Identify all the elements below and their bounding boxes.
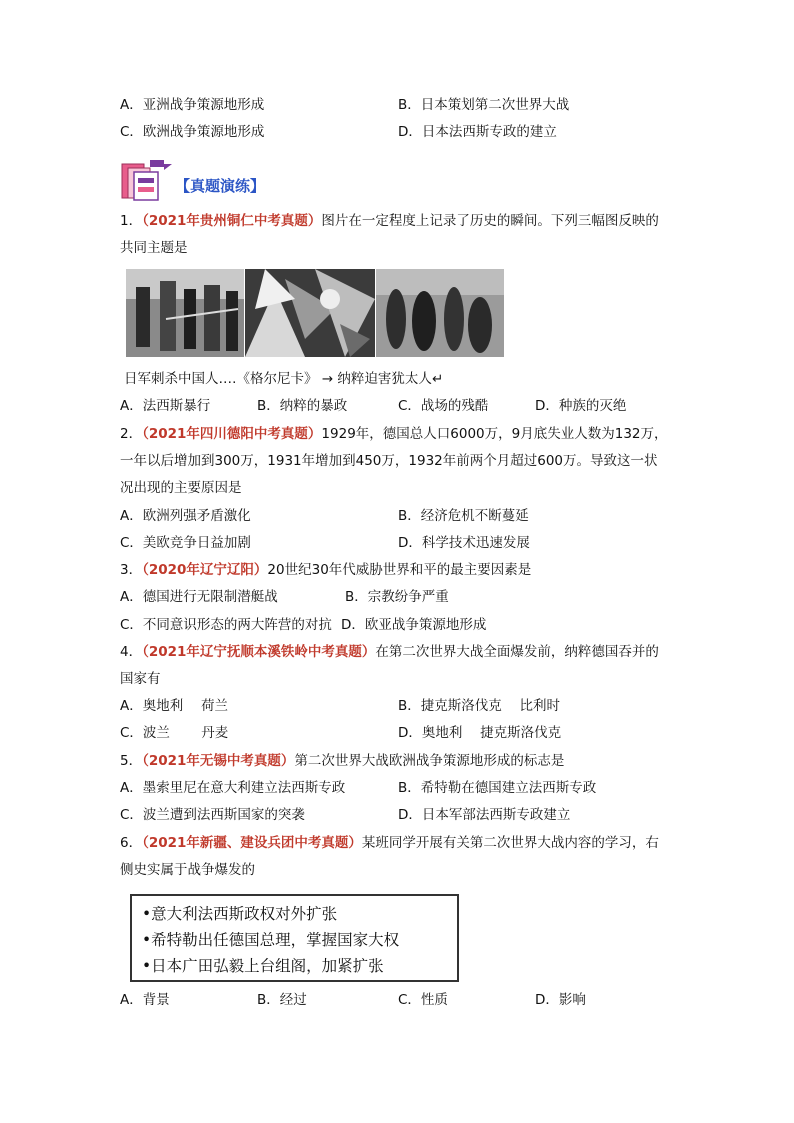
q1-photo-strip xyxy=(126,269,506,357)
q3-option-c: C．不同意识形态的两大阵营的对抗 xyxy=(120,617,332,633)
q1-stem: 1．（2021年贵州铜仁中考真题）图片在一定程度上记录了历史的瞬间。下列三幅图反映的 xyxy=(120,213,659,229)
q6-stem-cont: 侧史实属于战争爆发的 xyxy=(120,862,255,878)
q1-option-a: A．法西斯暴行 xyxy=(120,398,211,414)
option-a: A．亚洲战争策源地形成 xyxy=(120,97,265,113)
q6-fact-2: •希特勒出任德国总理，掌握国家大权 xyxy=(142,931,400,949)
q6-option-d: D．影响 xyxy=(535,992,586,1008)
photo-bayonet xyxy=(126,269,244,357)
q3-source: （2020年辽宁辽阳） xyxy=(142,562,268,578)
q4-stem-cont: 国家有 xyxy=(120,671,161,687)
q6-option-b: B．经过 xyxy=(257,992,307,1008)
q2-stem: 2．（2021年四川德阳中考真题）1929年，德国总人口6000万，9月底失业人数为132万， xyxy=(120,426,668,442)
section-title: 【真题演练】 xyxy=(175,177,266,195)
q4-stem: 4．（2021年辽宁抚顺本溪铁岭中考真题）在第二次世界大战全面爆发前，纳粹德国吞并的 xyxy=(120,644,659,660)
q1-option-c: C．战场的残酷 xyxy=(398,398,489,414)
option-d: D．日本法西斯专政的建立 xyxy=(398,124,557,140)
q5-stem: 5．（2021年无锡中考真题）第二次世界大战欧洲战争策源地形成的标志是 xyxy=(120,753,565,769)
q3-option-b: B．宗教纷争严重 xyxy=(345,589,449,605)
q5-source: （2021年无锡中考真题） xyxy=(142,753,295,769)
q1-option-b: B．纳粹的暴政 xyxy=(257,398,348,414)
q6-fact-3: •日本广田弘毅上台组阁，加紧扩张 xyxy=(142,957,384,975)
q2-source: （2021年四川德阳中考真题） xyxy=(142,426,322,442)
q5-option-c: C．波兰遭到法西斯国家的突袭 xyxy=(120,807,305,823)
q1-option-d: D．种族的灭绝 xyxy=(535,398,627,414)
q3-stem: 3．（2020年辽宁辽阳）20世纪30年代威胁世界和平的最主要因素是 xyxy=(120,562,532,578)
q2-option-b: B．经济危机不断蔓延 xyxy=(398,508,529,524)
option-c: C．欧洲战争策源地形成 xyxy=(120,124,265,140)
q6-fact-box xyxy=(130,894,459,982)
q3-option-d: D．欧亚战争策源地形成 xyxy=(341,617,487,633)
q4-option-b: B．捷克斯洛伐克 比利时 xyxy=(398,698,561,714)
q6-option-a: A．背景 xyxy=(120,992,170,1008)
q3-option-a: A．德国进行无限制潜艇战 xyxy=(120,589,278,605)
q4-option-a: A．奥地利 荷兰 xyxy=(120,698,229,714)
document-stack-icon xyxy=(120,158,174,202)
q6-source: （2021年新疆、建设兵团中考真题） xyxy=(142,835,362,851)
q6-stem: 6．（2021年新疆、建设兵团中考真题）某班同学开展有关第二次世界大战内容的学习，右 xyxy=(120,835,659,851)
q5-option-b: B．希特勒在德国建立法西斯专政 xyxy=(398,780,597,796)
photo-guernica xyxy=(245,269,375,357)
q2-option-c: C．美欧竞争日益加剧 xyxy=(120,535,251,551)
q1-stem-cont: 共同主题是 xyxy=(120,240,188,256)
q6-option-c: C．性质 xyxy=(398,992,448,1008)
q4-option-c: C．波兰 丹麦 xyxy=(120,725,229,741)
q5-option-a: A．墨索里尼在意大利建立法西斯专政 xyxy=(120,780,346,796)
q1-caption: 日军刺杀中国人‥‥《格尔尼卡》 → 纳粹迫害犹太人↵ xyxy=(124,371,444,387)
q2-stem-cont2: 况出现的主要原因是 xyxy=(120,480,242,496)
q4-option-d: D．奥地利 捷克斯洛伐克 xyxy=(398,725,562,741)
q2-option-a: A．欧洲列强矛盾激化 xyxy=(120,508,251,524)
q6-fact-1: •意大利法西斯政权对外扩张 xyxy=(142,905,338,923)
option-b: B．日本策划第二次世界大战 xyxy=(398,97,570,113)
q5-option-d: D．日本军部法西斯专政建立 xyxy=(398,807,571,823)
q2-option-d: D．科学技术迅速发展 xyxy=(398,535,530,551)
q4-source: （2021年辽宁抚顺本溪铁岭中考真题） xyxy=(142,644,376,660)
photo-persecution xyxy=(376,269,504,357)
q2-stem-cont: 一年以后增加到300万，1931年增加到450万，1932年前两个月超过600万。导致这一状 xyxy=(120,453,658,469)
q1-source: （2021年贵州铜仁中考真题） xyxy=(142,213,322,229)
